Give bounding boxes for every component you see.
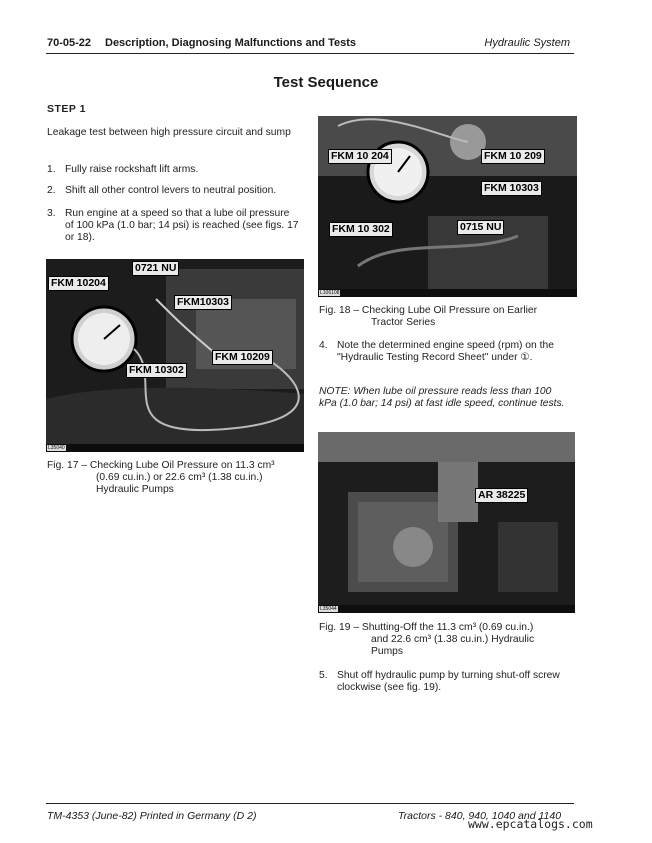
- page-title: Test Sequence: [273, 74, 379, 91]
- footer-left: TM-4353 (June-82) Printed in Germany (D 2): [47, 810, 257, 822]
- section-description: Description, Diagnosing Malfunctions and Tests: [105, 37, 356, 49]
- page-number: 70-05-22: [47, 37, 92, 49]
- step-number: 5.: [319, 670, 328, 681]
- part-label: FKM 10209: [212, 350, 273, 365]
- step-item: [47, 164, 299, 176]
- section-system: Hydraulic System: [484, 37, 570, 49]
- part-label: FKM 10303: [481, 181, 542, 196]
- figure-18-photo: [318, 116, 577, 297]
- step-number: 3.: [47, 208, 56, 219]
- part-label: FKM 10 302: [329, 222, 393, 237]
- step-item: [47, 208, 299, 244]
- part-label: FKM 10204: [48, 276, 109, 291]
- step-text: Shift all other control levers to neutral position.: [65, 185, 277, 196]
- step-text: Fully raise rockshaft lift arms.: [65, 164, 199, 175]
- step-number: 1.: [47, 164, 56, 175]
- part-label: 0721 NU: [132, 261, 179, 276]
- part-label: 0715 NU: [457, 220, 504, 235]
- step-text: Note the determined engine speed (rpm) on the "Hydraulic Testing Record Sheet" under ①.: [337, 340, 554, 363]
- note-text: NOTE: When lube oil pressure reads less than 100 kPa (1.0 bar; 14 psi) at fast idle speed, continue tests.: [319, 386, 565, 409]
- figure-17-caption: Fig. 17 – Checking Lube Oil Pressure on 11.3 cm³ (0.69 cu.in.) or 22.6 cm³ (1.38 cu.in.) Hydraulic Pumps: [47, 460, 275, 495]
- footer-rule: [46, 803, 574, 804]
- footer-right: Tractors - 840, 940, 1040 and 1140: [398, 810, 562, 822]
- step-text: Shut off hydraulic pump by turning shut-off screw clockwise (see fig. 19).: [337, 670, 560, 693]
- figure-19-caption: Fig. 19 – Shutting-Off the 11.3 cm³ (0.69 cu.in.) and 22.6 cm³ (1.38 cu.in.) Hydraulic Pumps: [319, 622, 535, 657]
- photo-tag: L35040: [48, 445, 65, 451]
- header-rule: [46, 53, 574, 54]
- step-number: 2.: [47, 185, 56, 196]
- step-heading: STEP 1: [47, 103, 86, 115]
- part-label: AR 38225: [475, 488, 528, 503]
- photo-tag: L106108: [320, 290, 340, 296]
- step-item: [47, 185, 299, 197]
- part-label: FKM 10 204: [328, 149, 392, 164]
- figure-19-photo: [318, 432, 575, 613]
- step-item: [319, 670, 577, 694]
- figure-18-caption: Fig. 18 – Checking Lube Oil Pressure on Earlier Tractor Series: [319, 305, 538, 328]
- part-label: FKM 10302: [126, 363, 187, 378]
- watermark: www.epcatalogs.com: [468, 817, 593, 831]
- figure-19-illustration: [318, 432, 575, 613]
- step-number: 4.: [319, 340, 328, 351]
- part-label: FKM 10 209: [481, 149, 545, 164]
- step-item: [319, 340, 571, 364]
- photo-tag: L35044: [320, 606, 337, 612]
- step-text: Run engine at a speed so that a lube oil pressure of 100 kPa (1.0 bar; 14 psi) is reached (see figs. 17 or 18).: [65, 208, 299, 243]
- figure-17-photo: [46, 259, 304, 452]
- figure-18-illustration: [318, 116, 577, 297]
- part-label: FKM10303: [174, 295, 232, 310]
- intro-text: Leakage test between high pressure circuit and sump: [47, 127, 291, 138]
